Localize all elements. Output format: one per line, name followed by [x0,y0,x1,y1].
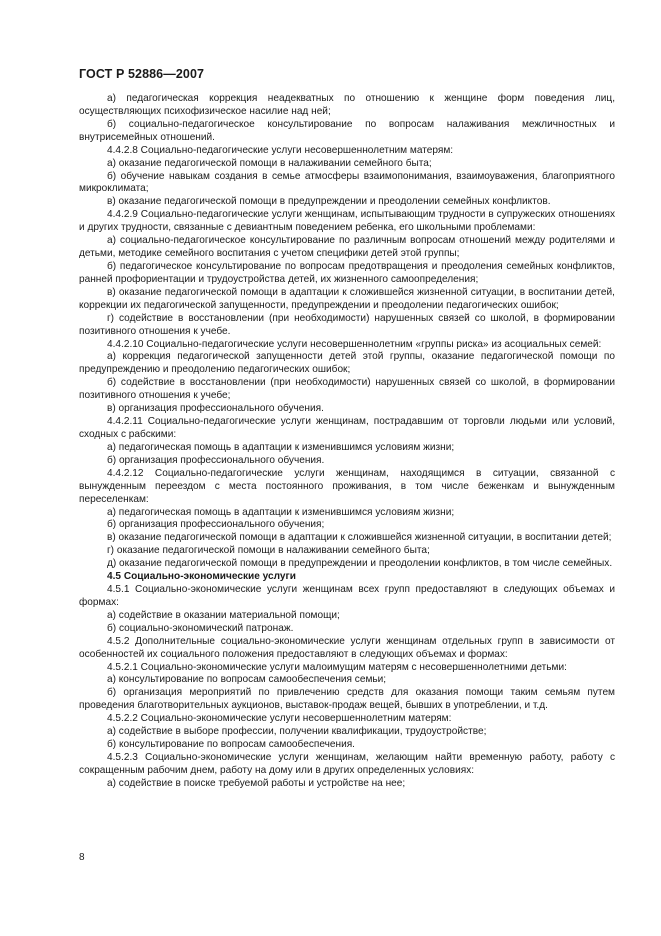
paragraph: а) содействие в оказании материальной помощи; [107,609,340,621]
paragraph: а) консультирование по вопросам самообеспечения семьи; [107,674,387,686]
paragraph: а) содействие в выборе профессии, получении квалификации, трудоустройстве; [107,726,487,738]
paragraph: 4.4.2.12 Социально-педагогические услуги женщинам, находящимся в ситуации, связанной с вынужденным переездом с места постоянного проживания, в том числе беженкам и вынужденным переселенкам: [79,467,615,505]
paragraph: в) организация профессионального обучения. [107,403,324,415]
paragraph: а) педагогическая коррекция неадекватных по отношению к женщине форм поведения лиц, осуществляющих психофизическое насилие над ней; [79,93,615,117]
paragraph: в) оказание педагогической помощи в адаптации к сложившейся жизненной ситуации, в воспитании детей, коррекции их педагогической запущенности, предупреждении и преодолении педагогических ошибок; [79,286,615,311]
paragraph: б) организация профессионального обучения. [107,454,325,466]
paragraph: 4.4.2.10 Социально-педагогические услуги несовершеннолетним «группы риска» из асоциальных семей: [107,338,602,350]
paragraph: а) педагогическая помощь в адаптации к изменившимся условиям жизни; [107,506,455,518]
paragraph: а) содействие в поиске требуемой работы и устройстве на нее; [107,777,406,789]
section-heading: 4.5 Социально-экономические услуги [107,571,296,583]
paragraph: 4.4.2.11 Социально-педагогические услуги женщинам, пострадавшим от торговли людьми или условий, сходных с рабскими: [79,416,615,440]
paragraph: а) педагогическая помощь в адаптации к изменившимся условиям жизни; [107,441,455,453]
paragraph: б) педагогическое консультирование по вопросам предотвращения и преодоления семейных конфликтов, ранней профориентации и трудоустройства детей, их жизненного самоопределения; [79,260,615,285]
paragraph: б) социально-педагогическое консультирование по вопросам налаживания межличностных и внутрисемейных отношений. [79,118,615,143]
page-number: 8 [79,852,85,863]
paragraph: в) оказание педагогической помощи в предупреждении и преодолении семейных конфликтов. [107,196,551,208]
paragraph: б) организация мероприятий по привлечению средств для оказания помощи таким семьям путем проведения благотворительных аукционов, выставок-продаж вещей, бывших в употреблении, и т.д. [79,687,615,712]
paragraph: 4.5.2.1 Социально-экономические услуги малоимущим матерям с несовершеннолетними детьми: [107,661,567,673]
document-body [79,93,615,791]
paragraph: а) социально-педагогическое консультирование по различным вопросам отношений между родителями и детьми, методике семейного воспитания с учетом специфики детей этой группы; [79,235,615,260]
paragraph: в) оказание педагогической помощи в адаптации к сложившейся жизненной ситуации, в воспитании детей; [107,532,612,544]
paragraph: 4.5.2 Дополнительные социально-экономические услуги женщинам отдельных групп в зависимости от особенностей их социального положения предоставляют в следующих объемах и формах: [79,635,615,660]
paragraph: 4.4.2.9 Социально-педагогические услуги женщинам, испытывающим трудности в супружеских отношениях и других трудности, связанные с девиантным поведением ребенка, его школьными проблемами: [79,209,615,234]
paragraph: г) содействие в восстановлении (при необходимости) нарушенных связей со школой, в формировании позитивного отношения к учебе. [79,312,615,337]
paragraph: 4.5.1 Социально-экономические услуги женщинам всех групп предоставляют в следующих объемах и формах: [79,584,615,608]
paragraph: 4.5.2.3 Социально-экономические услуги женщинам, желающим найти временную работу, работу с сокращенным рабочим днем, работу на дому или в других определенных условиях: [79,752,615,776]
standard-header: ГОСТ Р 52886—2007 [79,67,205,81]
paragraph: 4.4.2.8 Социально-педагогические услуги несовершеннолетним матерям: [107,144,454,156]
paragraph: б) содействие в восстановлении (при необходимости) нарушенных связей со школой, в формировании позитивного отношения к учебе; [79,377,615,402]
paragraph: б) социально-экономический патронаж. [107,622,294,634]
paragraph: а) оказание педагогической помощи в налаживании семейного быта; [107,157,432,169]
paragraph: 4.5.2.2 Социально-экономические услуги несовершеннолетним матерям: [107,713,452,725]
paragraph: б) организация профессионального обучения; [107,519,325,531]
paragraph: г) оказание педагогической помощи в налаживании семейного быта; [107,545,430,557]
paragraph: б) обучение навыкам создания в семье атмосферы взаимопонимания, взаимоуважения, благоприятного микроклимата; [79,170,615,195]
paragraph: б) консультирование по вопросам самообеспечения. [107,739,355,751]
paragraph: а) коррекция педагогической запущенности детей этой группы, оказание педагогической помощи по предупреждению и преодолению педагогических ошибок; [79,351,615,376]
paragraph: д) оказание педагогической помощи в предупреждении и преодолении конфликтов, в том числе семейных. [107,558,613,570]
